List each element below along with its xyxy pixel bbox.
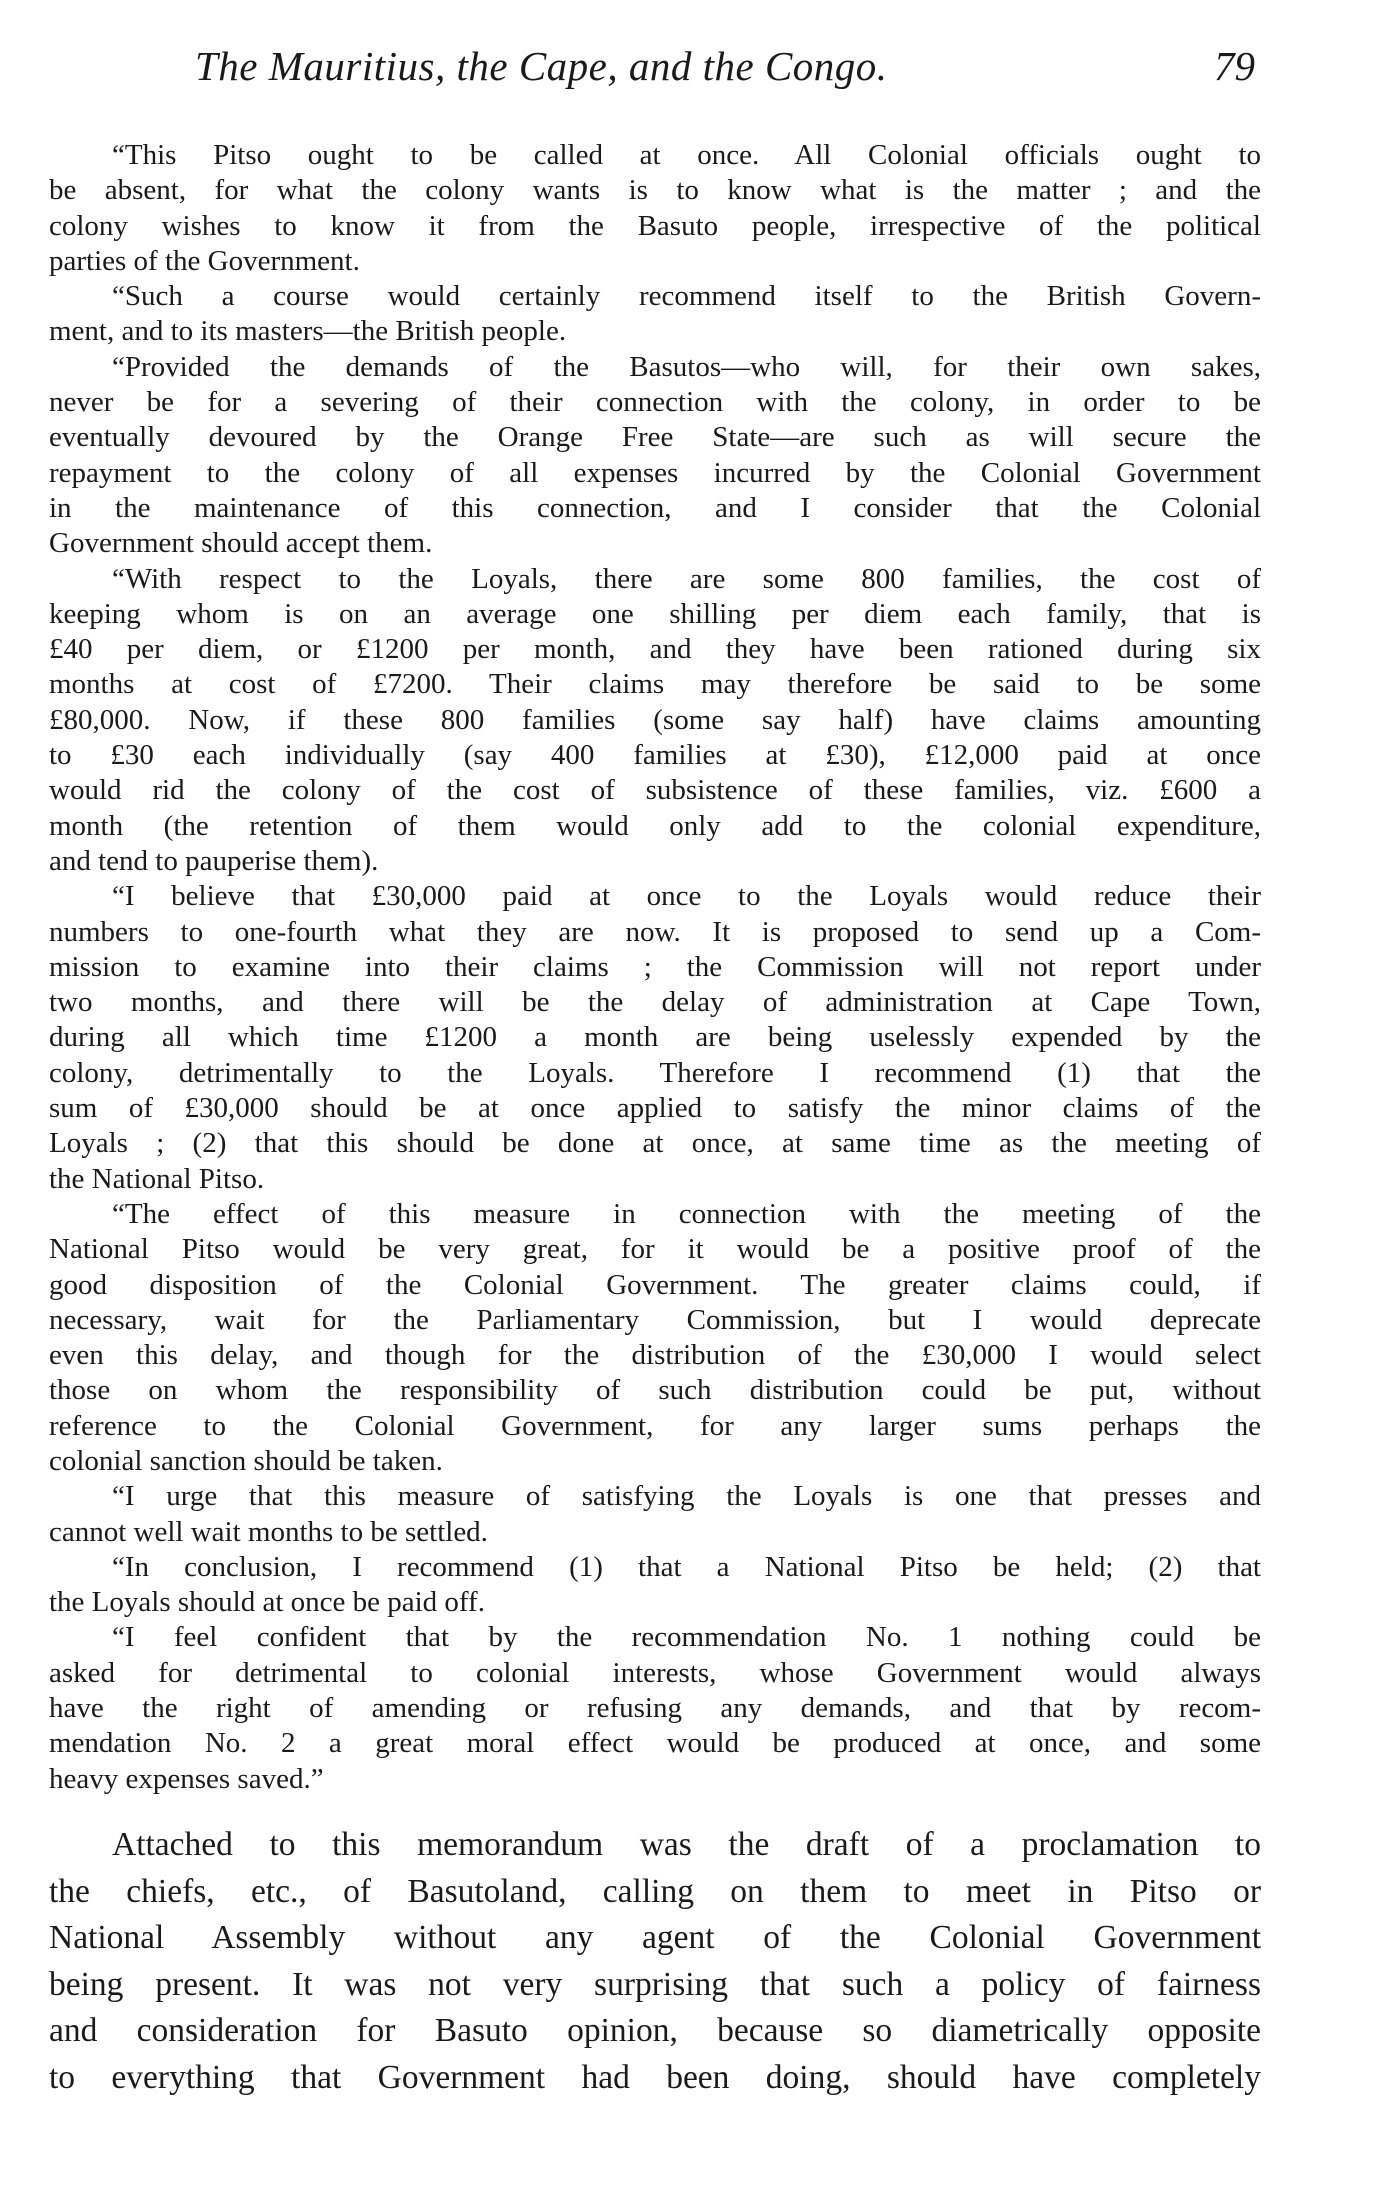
text-line: “The effect of this measure in connection with the meeting of the	[112, 1197, 1261, 1230]
text-line: colony, detrimentally to the Loyals. Therefore I recommend (1) that the	[49, 1056, 1261, 1089]
text-line: “In conclusion, I recommend (1) that a National Pitso be held; (2) that	[112, 1550, 1261, 1583]
text-line: National Assembly without any agent of the Colonial Government	[49, 1919, 1261, 1957]
text-line: month (the retention of them would only add to the colonial expenditure,	[49, 809, 1261, 842]
text-line: keeping whom is on an average one shilling per diem each family, that is	[49, 597, 1261, 630]
text-line: “Provided the demands of the Basutos—who will, for their own sakes,	[112, 350, 1261, 383]
running-title: The Mauritius, the Cape, and the Congo.	[195, 43, 888, 89]
text-line: the chiefs, etc., of Basutoland, calling on them to meet in Pitso or	[49, 1872, 1261, 1910]
text-line: colony wishes to know it from the Basuto people, irrespective of the political	[49, 209, 1261, 242]
text-line: to everything that Government had been doing, should have completely	[49, 2058, 1261, 2096]
quote-paragraph	[49, 1197, 1261, 1479]
quoted-memorandum	[49, 138, 1261, 1797]
text-line: asked for detrimental to colonial interests, whose Government would always	[49, 1656, 1261, 1689]
quote-paragraph	[49, 279, 1261, 350]
quote-paragraph	[49, 1479, 1261, 1550]
text-line: £40 per diem, or £1200 per month, and they have been rationed during six	[49, 633, 1261, 666]
text-line: reference to the Colonial Government, for any larger sums perhaps the	[49, 1409, 1261, 1442]
text-line: “With respect to the Loyals, there are some 800 families, the cost of	[112, 562, 1261, 595]
text-line: the National Pitso.	[49, 1162, 265, 1195]
text-line: numbers to one-fourth what they are now. It is proposed to send up a Com-	[49, 915, 1261, 948]
text-line: National Pitso would be very great, for it would be a positive proof of the	[49, 1233, 1261, 1266]
body-paragraph	[49, 1822, 1261, 2102]
text-line: be absent, for what the colony wants is to know what is the matter ; and the	[49, 174, 1261, 207]
text-line: two months, and there will be the delay of administration at Cape Town,	[49, 986, 1261, 1019]
text-line: sum of £30,000 should be at once applied to satisfy the minor claims of the	[49, 1092, 1261, 1125]
text-line: even this delay, and though for the distribution of the £30,000 I would select	[49, 1339, 1261, 1372]
text-line: Government should accept them.	[49, 527, 433, 560]
text-line: cannot well wait months to be settled.	[49, 1515, 488, 1548]
text-line: necessary, wait for the Parliamentary Commission, but I would deprecate	[49, 1303, 1261, 1336]
text-line: being present. It was not very surprising that such a policy of fairness	[49, 1965, 1261, 2003]
quote-paragraph	[49, 350, 1261, 562]
text-line: heavy expenses saved.”	[49, 1762, 324, 1795]
text-line: those on whom the responsibility of such distribution could be put, without	[49, 1374, 1261, 1407]
text-line: months at cost of £7200. Their claims may therefore be said to be some	[49, 668, 1261, 701]
text-line: in the maintenance of this connection, and I consider that the Colonial	[49, 491, 1261, 524]
text-line: Attached to this memorandum was the draft of a proclamation to	[112, 1826, 1261, 1863]
text-line: would rid the colony of the cost of subsistence of these families, viz. £600 a	[49, 774, 1261, 807]
text-line: repayment to the colony of all expenses incurred by the Colonial Government	[49, 456, 1261, 489]
text-line: parties of the Government.	[49, 244, 360, 277]
quote-paragraph	[49, 138, 1261, 279]
text-line: during all which time £1200 a month are being uselessly expended by the	[49, 1021, 1261, 1054]
text-line: colonial sanction should be taken.	[49, 1444, 443, 1477]
text-line: ment, and to its masters—the British people.	[49, 315, 567, 348]
text-line: “I believe that £30,000 paid at once to the Loyals would reduce their	[112, 880, 1261, 913]
text-line: “Such a course would certainly recommend itself to the British Govern-	[112, 280, 1261, 313]
text-line: “I feel confident that by the recommendation No. 1 nothing could be	[112, 1621, 1261, 1654]
text-line: “I urge that this measure of satisfying the Loyals is one that presses and	[112, 1480, 1261, 1513]
text-line: have the right of amending or refusing any demands, and that by recom-	[49, 1692, 1261, 1725]
quote-paragraph	[49, 562, 1261, 880]
page-number: 79	[1214, 43, 1255, 89]
text-line: the Loyals should at once be paid off.	[49, 1586, 485, 1619]
quote-paragraph	[49, 879, 1261, 1197]
text-line: eventually devoured by the Orange Free State—are such as will secure the	[49, 421, 1261, 454]
text-line: and tend to pauperise them).	[49, 844, 379, 877]
text-line: “This Pitso ought to be called at once. All Colonial officials ought to	[112, 139, 1261, 171]
text-line: never be for a severing of their connection with the colony, in order to be	[49, 386, 1261, 419]
text-line: Loyals ; (2) that this should be done at once, at same time as the meeting of	[49, 1127, 1261, 1160]
quote-paragraph	[49, 1550, 1261, 1621]
text-line: mission to examine into their claims ; the Commission will not report under	[49, 950, 1261, 983]
quote-paragraph	[49, 1620, 1261, 1796]
text-line: and consideration for Basuto opinion, because so diametrically opposite	[49, 2012, 1261, 2050]
text-line: good disposition of the Colonial Government. The greater claims could, if	[49, 1268, 1261, 1301]
running-header	[195, 42, 1255, 92]
text-line: £80,000. Now, if these 800 families (some say half) have claims amounting	[49, 703, 1261, 736]
text-line: mendation No. 2 a great moral effect would be produced at once, and some	[49, 1727, 1261, 1760]
text-line: to £30 each individually (say 400 families at £30), £12,000 paid at once	[49, 739, 1261, 772]
